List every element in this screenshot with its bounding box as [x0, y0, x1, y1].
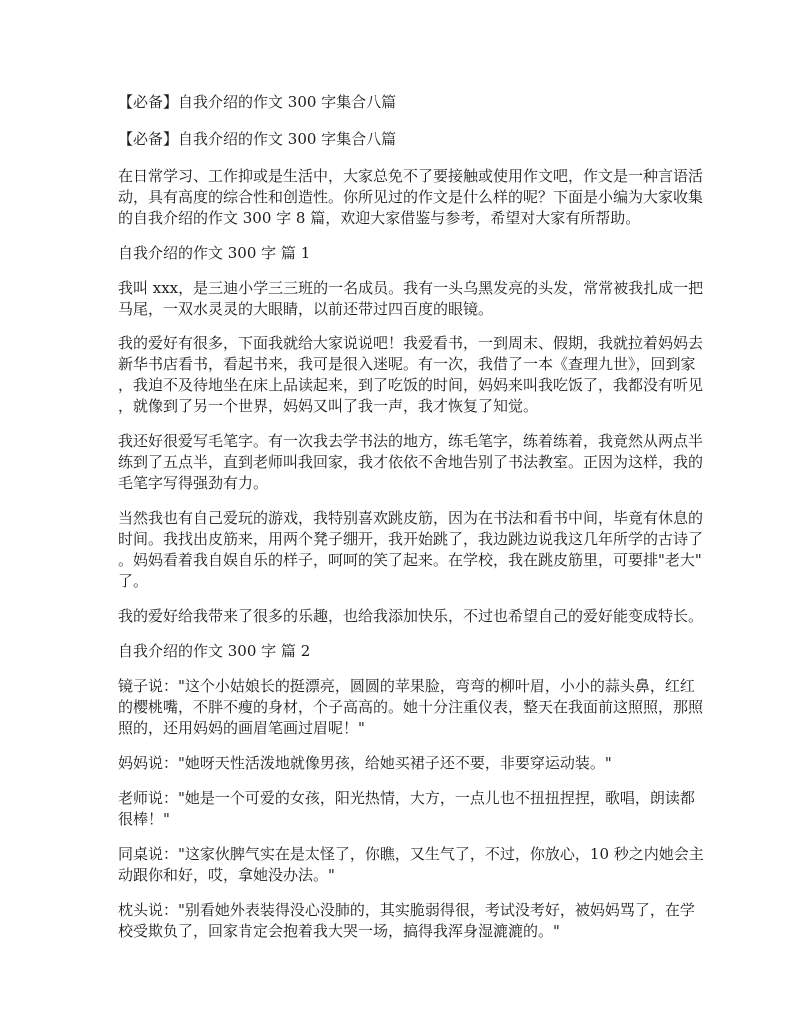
paragraph-line: 很棒！"	[118, 810, 170, 828]
paragraph-line: ，就像到了另一个世界，妈妈又叫了我一声，我才恢复了知觉。	[118, 397, 539, 415]
section-2-heading: 自我介绍的作文 300 字 篇 2	[118, 642, 311, 660]
paragraph-line: 新华书店看书，看起书来，我可是很入迷呢。有一次，我借了一本《查理九世》，回到家	[118, 355, 696, 373]
paragraph-line: 我的爱好给我带来了很多的乐趣，也给我添加快乐，不过也希望自己的爱好能变成特长。	[118, 607, 704, 625]
paragraph-line: 我的爱好有很多，下面我就给大家说说吧！我爱看书，一到周末、假期，我就拉着妈妈去	[118, 334, 704, 352]
intro-line: 在日常学习、工作抑或是生活中，大家总免不了要接触或使用作文吧，作文是一种言语活	[118, 167, 704, 185]
document-title: 【必备】自我介绍的作文 300 字集合八篇	[118, 93, 397, 111]
paragraph-line: 马尾，一双水灵灵的大眼睛，以前还带过四百度的眼镜。	[118, 300, 494, 318]
paragraph-line: 。妈妈看着我自娱自乐的样子，呵呵的笑了起来。在学校，我在跳皮筋里，可要排"老大"	[118, 551, 702, 569]
paragraph-line: 校受欺负了，回家肯定会抱着我大哭一场，搞得我浑身湿漉漉的。"	[118, 922, 560, 940]
paragraph-line: 动跟你和好，哎，拿她没办法。"	[118, 866, 335, 884]
paragraph-line: 时间。我找出皮筋来，用两个凳子绷开，我开始跳了，我边跳边说我这几年所学的古诗了	[118, 530, 704, 548]
paragraph-line: 照的，还用妈妈的画眉笔画过眉呢！"	[118, 719, 365, 737]
paragraph-line: 老师说："她是一个可爱的女孩，阳光热情，大方，一点儿也不扭扭捏捏，歌唱，朗读都	[118, 789, 695, 807]
paragraph-line: 镜子说："这个小姑娘长的挺漂亮，圆圆的苹果脸，弯弯的柳叶眉，小小的蒜头鼻，红红	[118, 677, 695, 695]
document-title-repeat: 【必备】自我介绍的作文 300 字集合八篇	[118, 130, 397, 148]
paragraph-line: 同桌说："这家伙脾气实在是太怪了，你瞧，又生气了，不过，你放心，10 秒之内她会主	[118, 845, 704, 863]
section-1-heading: 自我介绍的作文 300 字 篇 1	[118, 244, 311, 262]
intro-line: 的自我介绍的作文 300 字 8 篇，欢迎大家借鉴与参考，希望对大家有所帮助。	[118, 209, 641, 227]
paragraph-line: 枕头说："别看她外表装得没心没肺的，其实脆弱得很，考试没考好，被妈妈骂了，在学	[118, 901, 695, 919]
paragraph-line: 了。	[118, 572, 149, 590]
paragraph-line: 我还好很爱写毛笔字。有一次我去学书法的地方，练毛笔字，练着练着，我竟然从两点半	[118, 432, 704, 450]
paragraph-line: 练到了五点半，直到老师叫我回家，我才依依不舍地告别了书法教室。正因为这样，我的	[118, 453, 704, 471]
paragraph-line: 妈妈说："她呀天性活泼地就像男孩，给她买裙子还不要，非要穿运动装。"	[118, 754, 612, 772]
paragraph-line: 毛笔字写得强劲有力。	[118, 474, 269, 492]
paragraph-line: 的樱桃嘴，不胖不瘦的身材，个子高高的。她十分注重仪表，整天在我面前这照照，那照	[118, 698, 704, 716]
intro-line: 动，具有高度的综合性和创造性。你所见过的作文是什么样的呢？下面是小编为大家收集	[118, 188, 704, 206]
paragraph-line: ，我迫不及待地坐在床上品读起来，到了吃饭的时间，妈妈来叫我吃饭了，我都没有听见	[118, 376, 704, 394]
paragraph-line: 当然我也有自己爱玩的游戏，我特别喜欢跳皮筋，因为在书法和看书中间，毕竟有休息的	[118, 509, 704, 527]
paragraph-line: 我叫 xxx，是三迪小学三三班的一名成员。我有一头乌黑发亮的头发，常常被我扎成一把	[118, 279, 704, 297]
